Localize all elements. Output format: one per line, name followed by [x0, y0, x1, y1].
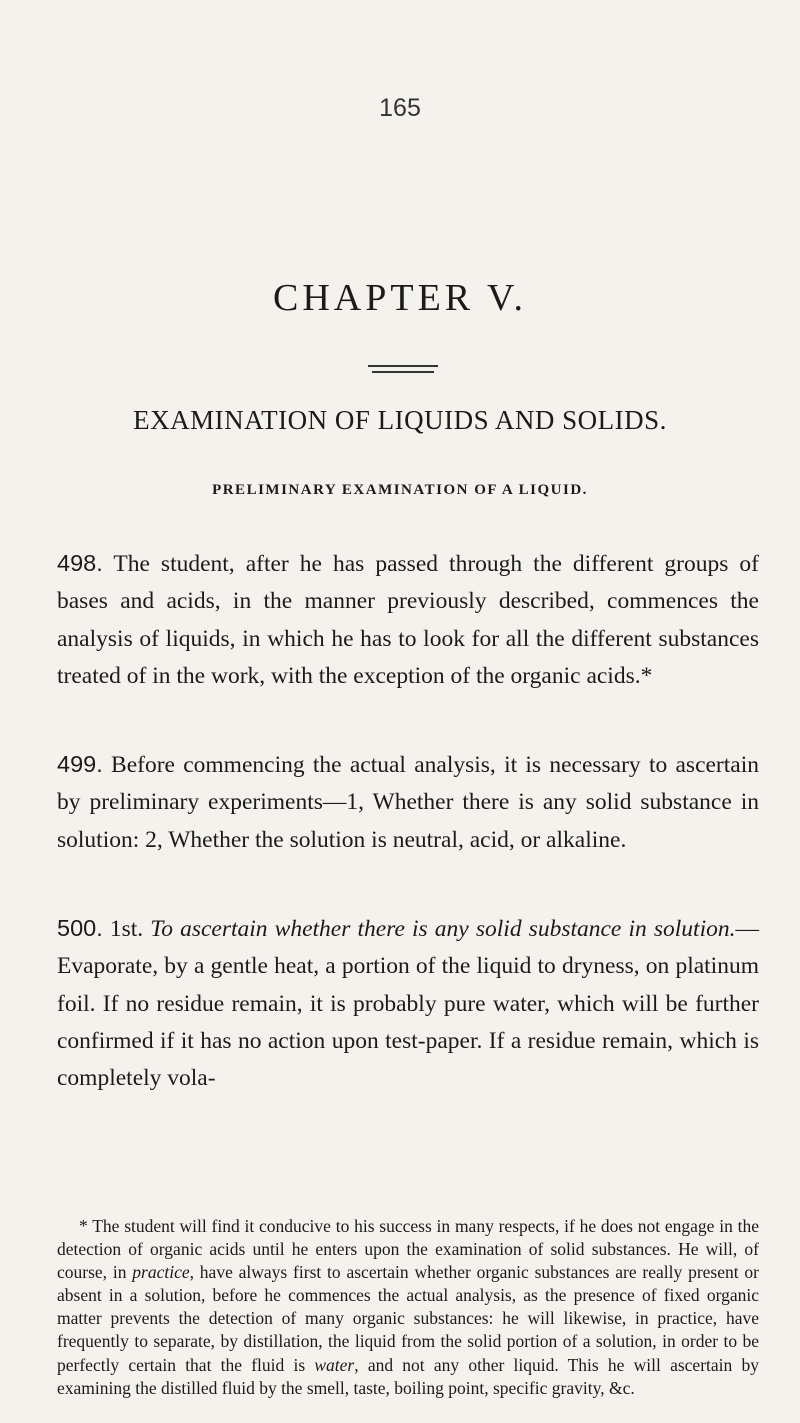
- paragraph-italic-heading: To ascertain whether there is any solid substance in solution.: [150, 916, 736, 942]
- page-number: 165: [379, 94, 421, 122]
- footnote-text: , have always first to ascertain whether organic substances are really present or absent in a solution, before he commences the actual analysis, as the presence of fixed organic matter prevents the detection of many organic substances: he will likewise, in practice, have frequently to separate, by distillation, the liquid from the solid portion of a solution, in order to be perfectly certain that the fluid is: [57, 1262, 759, 1375]
- paragraph-number: 499.: [57, 751, 103, 777]
- paragraph-499: [57, 746, 759, 859]
- paragraph-lead: 1st.: [102, 916, 151, 942]
- divider-rule: [372, 371, 434, 373]
- footnote-text: , and not any other liquid. This he will ascertain by examining the distilled fluid by the smell, taste, boiling point, specific gravity, &c.: [57, 1354, 759, 1398]
- paragraph-number: 498.: [57, 550, 103, 576]
- footnote-text: * The student will find it conducive to his success in many respects, if he does not engage in the detection of organic acids until he enters upon the examination of solid substances. He will, of course, in: [57, 1216, 759, 1283]
- footnote-italic: water: [314, 1354, 355, 1375]
- subsection-title: PRELIMINARY EXAMINATION OF A LIQUID.: [212, 482, 588, 498]
- paragraph-text: The student, after he has passed through the different groups of bases and acids, in the manner previously described, commences the analysis of liquids, in which he has to look for all the different substances treated of in the work, with the exception of the organic acids.*: [57, 551, 759, 689]
- chapter-title: CHAPTER V.: [273, 277, 527, 319]
- section-title: EXAMINATION OF LIQUIDS AND SOLIDS.: [133, 405, 667, 435]
- paragraph-text: Before commencing the actual analysis, it is necessary to ascertain by preliminary experiments—1, Whether there is any solid substance in solution: 2, Whether the solution is neutral, acid, or alkaline.: [57, 752, 759, 853]
- paragraph-number: 500.: [57, 915, 103, 941]
- paragraph-498: [57, 545, 759, 695]
- footnote-italic: practice: [132, 1262, 190, 1283]
- paragraph-500: [57, 910, 759, 1097]
- paragraph-text: —Evaporate, by a gentle heat, a portion of the liquid to dryness, on platinum foil. If no residue remain, it is probably pure water, which will be further confirmed if it has no action upon test-paper. If a residue remain, which is completely vola-: [57, 916, 759, 1092]
- footnote: [57, 1215, 759, 1400]
- divider-rule: [368, 365, 438, 367]
